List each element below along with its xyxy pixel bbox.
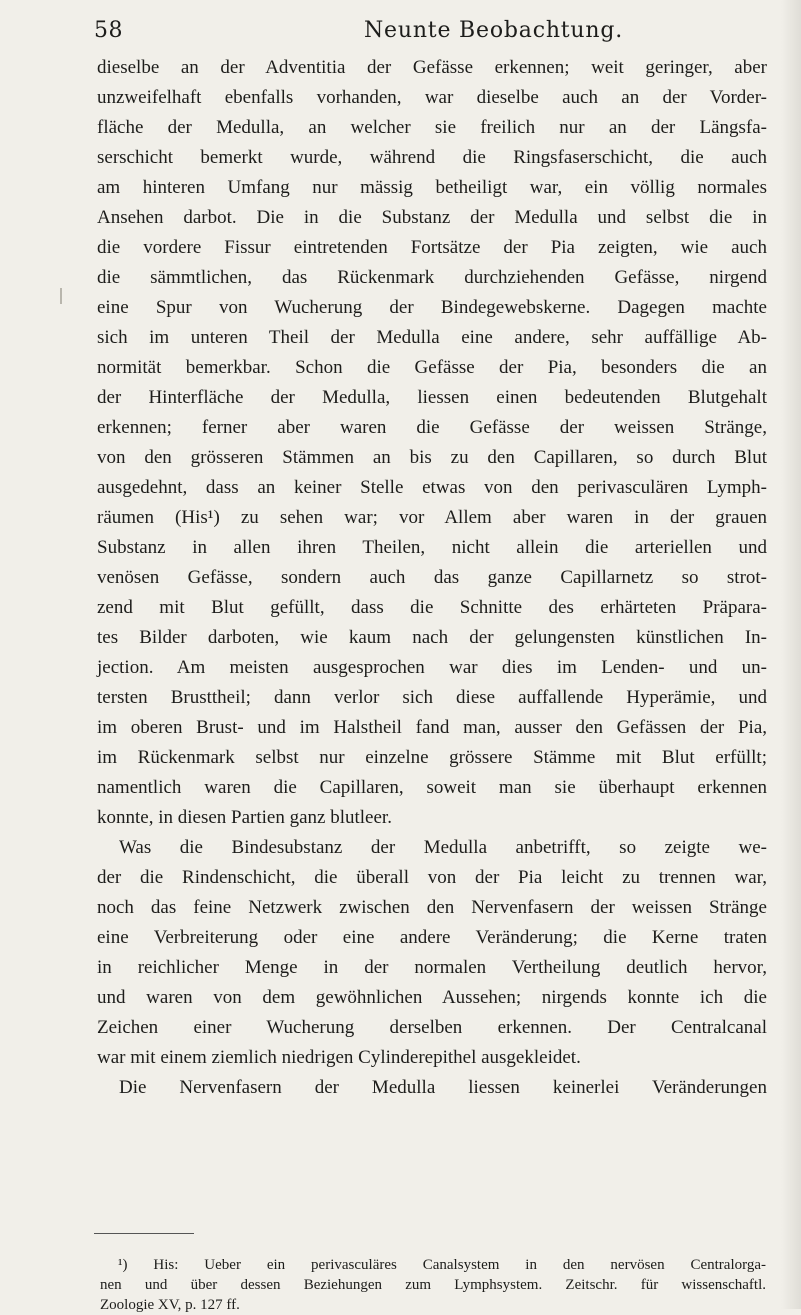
- footnote-line: Zoologie XV, p. 127 ff.: [100, 1297, 240, 1313]
- text-line: ausgedehnt, dass an keiner Stelle etwas von den perivasculären Lymph-: [97, 477, 767, 498]
- text-line: tes Bilder darboten, wie kaum nach der gelungensten künstlichen In-: [97, 627, 767, 648]
- text-line: in reichlicher Menge in der normalen Vertheilung deutlich hervor,: [97, 957, 767, 978]
- text-line: sich im unteren Theil der Medulla eine andere, sehr auffällige Ab-: [97, 327, 767, 348]
- running-head: Neunte Beobachtung.: [364, 18, 624, 43]
- text-line: noch das feine Netzwerk zwischen den Nervenfasern der weissen Stränge: [97, 897, 767, 918]
- text-line: fläche der Medulla, an welcher sie freilich nur an der Längsfa-: [97, 117, 767, 138]
- text-line: die vordere Fissur eintretenden Fortsätze der Pia zeigten, wie auch: [97, 237, 767, 258]
- text-line: namentlich waren die Capillaren, soweit man sie überhaupt erkennen: [97, 777, 767, 798]
- page-header: [94, 18, 766, 52]
- text-line: Ansehen darbot. Die in die Substanz der Medulla und selbst die in: [97, 207, 767, 228]
- text-line: erkennen; ferner aber waren die Gefässe der weissen Stränge,: [97, 417, 767, 438]
- footnote-divider: [94, 1233, 194, 1234]
- text-line: serschicht bemerkt wurde, während die Ringsfaserschicht, die auch: [97, 147, 767, 168]
- text-line: eine Spur von Wucherung der Bindegewebskerne. Dagegen machte: [97, 297, 767, 318]
- text-line: tersten Brusttheil; dann verlor sich diese auffallende Hyperämie, und: [97, 687, 767, 708]
- text-line: und waren von dem gewöhnlichen Aussehen; nirgends konnte ich die: [97, 987, 767, 1008]
- text-line: von den grösseren Stämmen an bis zu den Capillaren, so durch Blut: [97, 447, 767, 468]
- text-line: normität bemerkbar. Schon die Gefässe der Pia, besonders die an: [97, 357, 767, 378]
- page-number: 58: [94, 18, 123, 43]
- footnote-line: ¹) His: Ueber ein perivasculäres Canalsystem in den nervösen Centralorga-: [118, 1257, 766, 1273]
- page-edge-shadow: [781, 0, 801, 1309]
- text-line: unzweifelhaft ebenfalls vorhanden, war dieselbe auch an der Vorder-: [97, 87, 767, 108]
- text-line: jection. Am meisten ausgesprochen war dies im Lenden- und un-: [97, 657, 767, 678]
- text-line: venösen Gefässe, sondern auch das ganze Capillarnetz so strot-: [97, 567, 767, 588]
- text-line: der die Rindenschicht, die überall von der Pia leicht zu trennen war,: [97, 867, 767, 888]
- margin-mark: [60, 288, 65, 304]
- text-line: Zeichen einer Wucherung derselben erkennen. Der Centralcanal: [97, 1017, 767, 1038]
- text-line: Substanz in allen ihren Theilen, nicht allein die arteriellen und: [97, 537, 767, 558]
- body-text: [97, 53, 767, 1103]
- text-line: zend mit Blut gefüllt, dass die Schnitte des erhärteten Präpara-: [97, 597, 767, 618]
- text-line: dieselbe an der Adventitia der Gefässe erkennen; weit geringer, aber: [97, 57, 767, 78]
- text-line: am hinteren Umfang nur mässig betheiligt war, ein völlig normales: [97, 177, 767, 198]
- text-line: Was die Bindesubstanz der Medulla anbetrifft, so zeigte we-: [119, 837, 767, 858]
- footnote-line: nen und über dessen Beziehungen zum Lymphsystem. Zeitschr. für wissenschaftl.: [100, 1277, 766, 1293]
- text-line: war mit einem ziemlich niedrigen Cylinderepithel ausgekleidet.: [97, 1047, 581, 1068]
- text-line: räumen (His¹) zu sehen war; vor Allem aber waren in der grauen: [97, 507, 767, 528]
- text-line: eine Verbreiterung oder eine andere Veränderung; die Kerne traten: [97, 927, 767, 948]
- text-line: im oberen Brust- und im Halstheil fand man, ausser den Gefässen der Pia,: [97, 717, 767, 738]
- text-line: konnte, in diesen Partien ganz blutleer.: [97, 807, 392, 828]
- text-line: Die Nervenfasern der Medulla liessen keinerlei Veränderungen: [119, 1077, 767, 1098]
- footnotes: [100, 1255, 766, 1315]
- text-line: die sämmtlichen, das Rückenmark durchziehenden Gefässe, nirgend: [97, 267, 767, 288]
- text-line: im Rückenmark selbst nur einzelne grössere Stämme mit Blut erfüllt;: [97, 747, 767, 768]
- text-line: der Hinterfläche der Medulla, liessen einen bedeutenden Blutgehalt: [97, 387, 767, 408]
